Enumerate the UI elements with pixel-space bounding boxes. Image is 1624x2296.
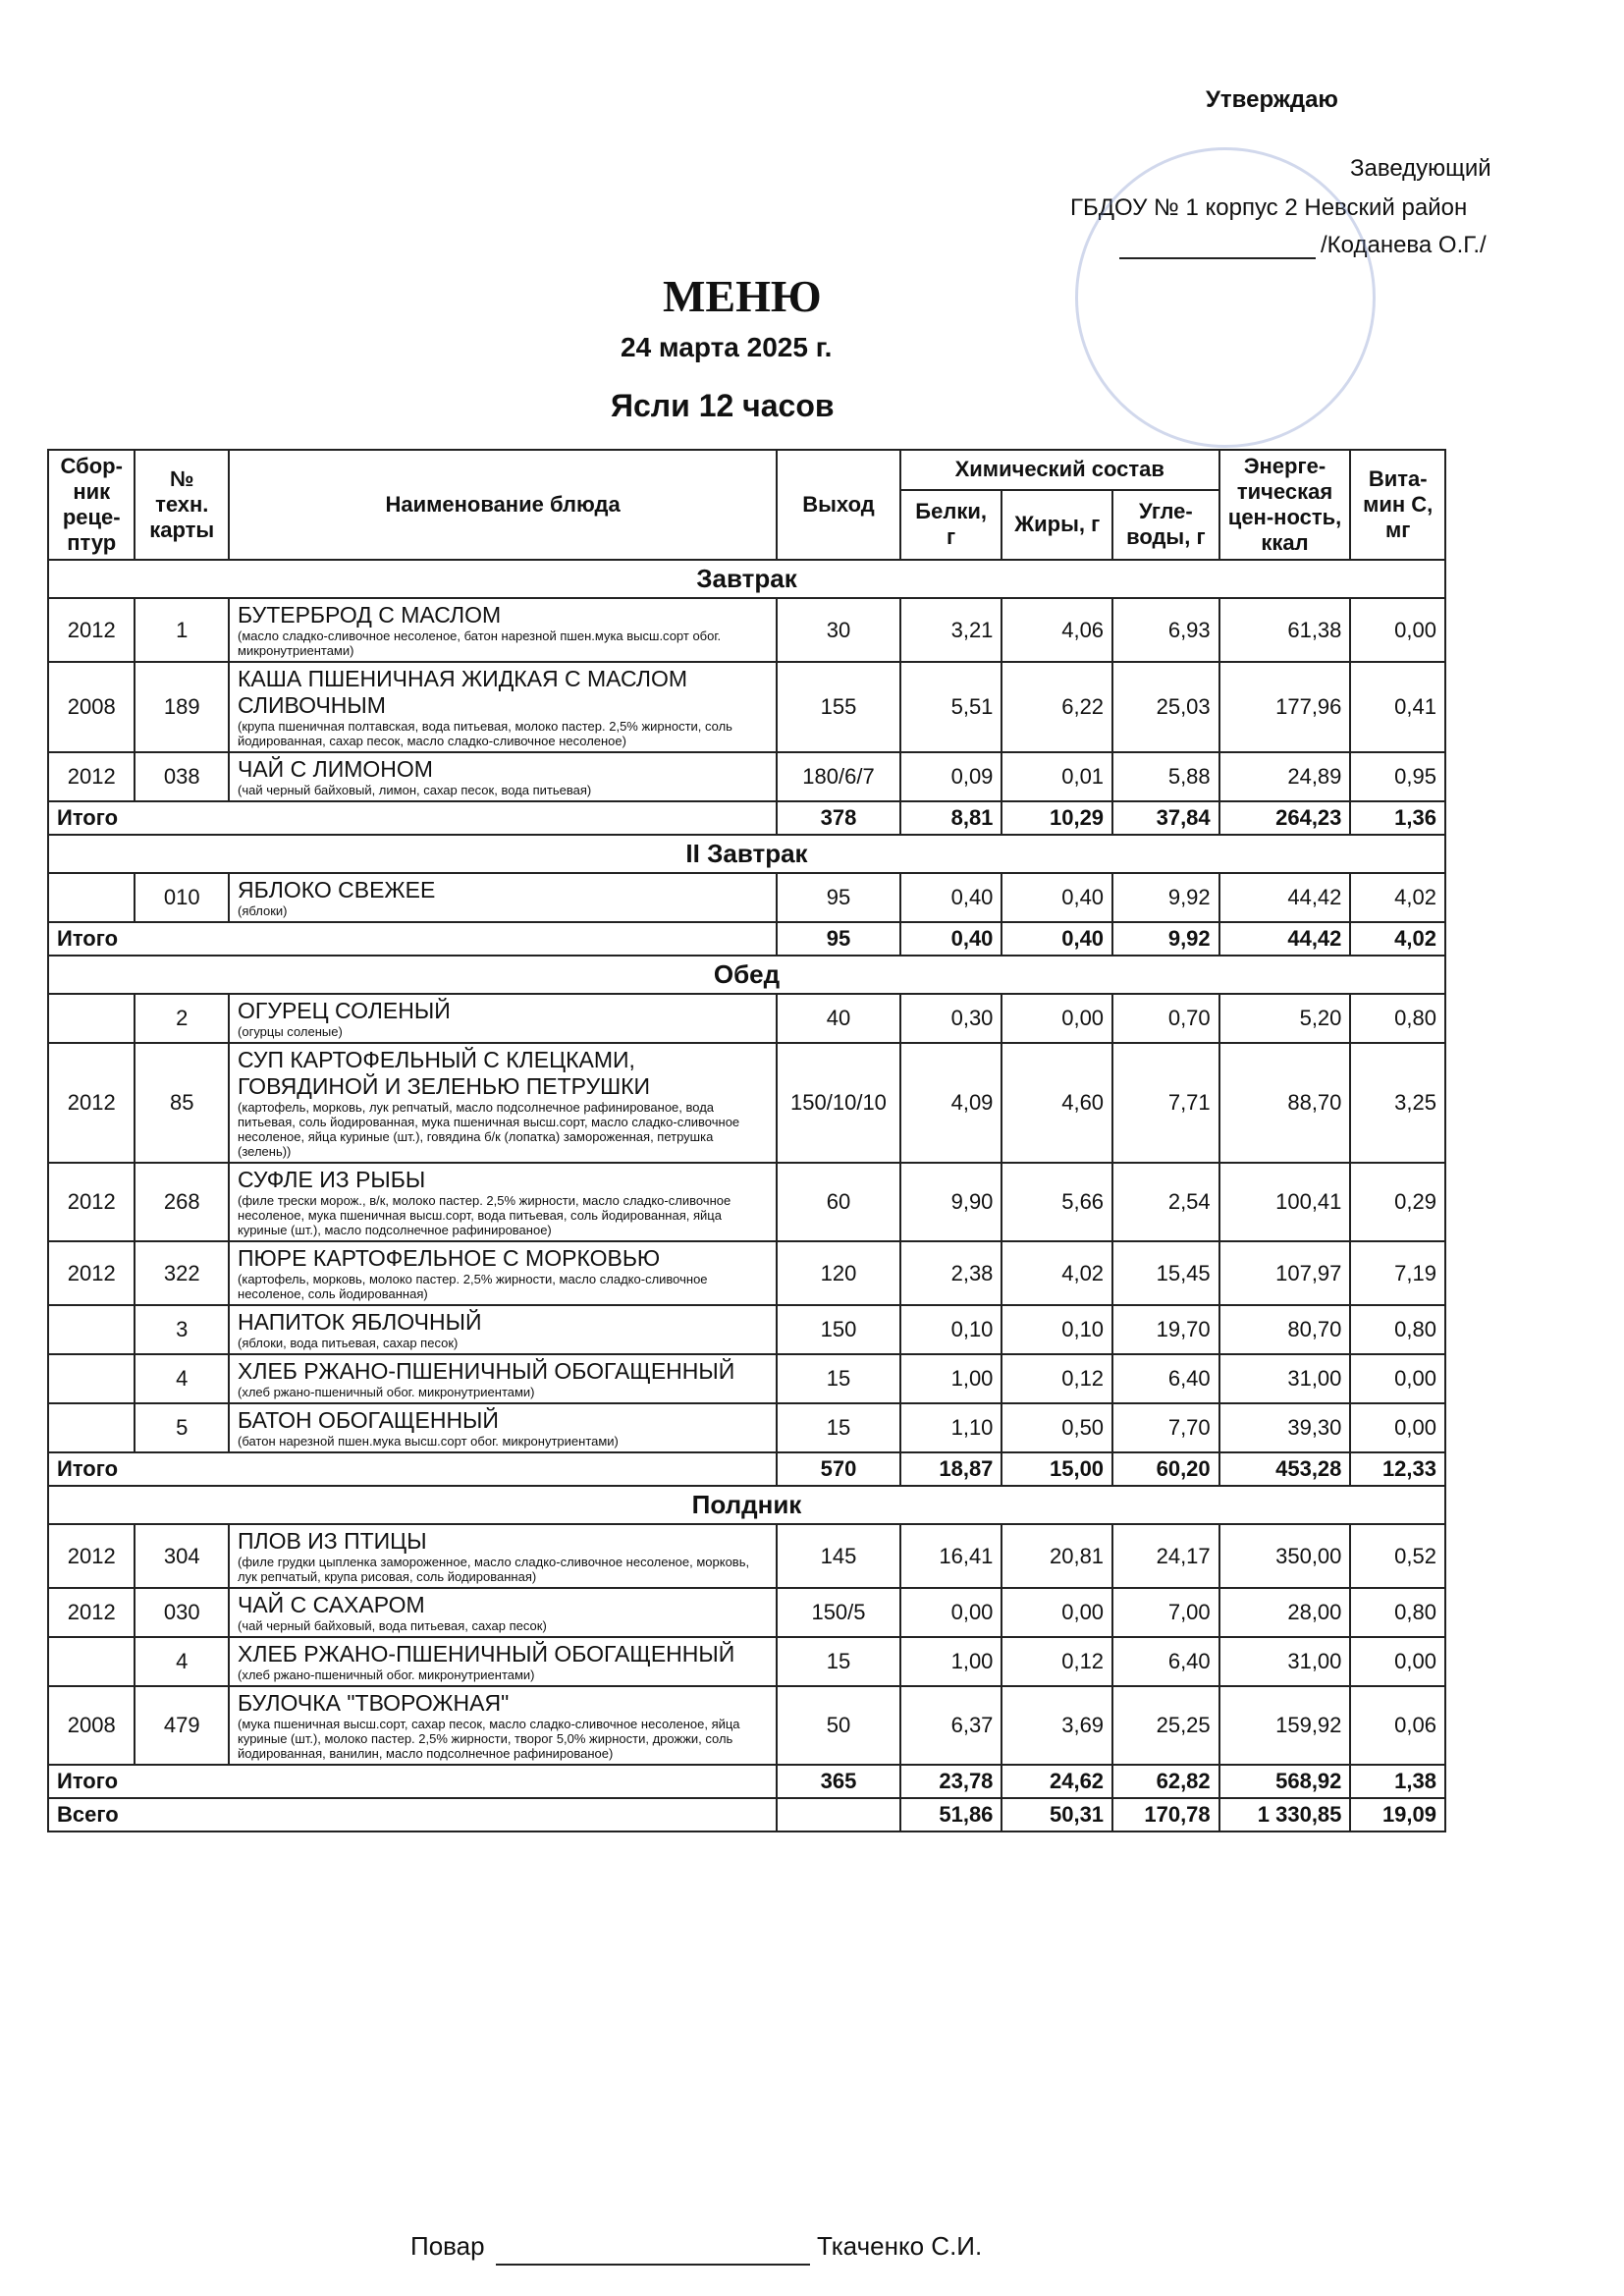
cell: Итого [48,801,777,835]
cell: 4,06 [1001,598,1112,662]
cook-name: Ткаченко С.И. [817,2231,983,2261]
cell: 2012 [48,598,135,662]
dish-name: ОГУРЕЦ СОЛЕНЫЙ [238,998,451,1023]
cell: 7,71 [1112,1043,1219,1163]
cell: 0,10 [1001,1305,1112,1354]
dish-cell [229,1403,777,1452]
cell: 6,40 [1112,1354,1219,1403]
cell: 570 [777,1452,900,1486]
cell: 0,40 [900,873,1002,922]
cell [48,1354,135,1403]
cell: 40 [777,994,900,1043]
cell: 1,36 [1350,801,1445,835]
dish-row [48,1524,1445,1588]
cell: 9,90 [900,1163,1002,1241]
cell: 3,21 [900,598,1002,662]
org: ГБДОУ № 1 корпус 2 Невский район [1070,194,1468,221]
dish-row [48,752,1445,801]
section-title: Обед [48,956,1445,994]
cell: 4,02 [1001,1241,1112,1305]
group: Ясли 12 часов [611,388,835,423]
dish-desc: (филе грудки цыпленка замороженное, масло сладко-сливочное несоленое, морковь, лук репчатый, крупа рисовая, соль йодированная) [238,1555,750,1584]
cell: 2008 [48,1686,135,1765]
cell: 15,00 [1001,1452,1112,1486]
dish-name: ХЛЕБ РЖАНО-ПШЕНИЧНЫЙ ОБОГАЩЕННЫЙ [238,1641,735,1667]
cell: 0,00 [1350,1637,1445,1686]
cell: 4,02 [1350,922,1445,956]
cell: 0,00 [1350,598,1445,662]
dish-cell [229,1241,777,1305]
cell: 0,10 [900,1305,1002,1354]
dish-row [48,662,1445,752]
dish-name: БУЛОЧКА "ТВОРОЖНАЯ" [238,1690,510,1716]
cell: 0,01 [1001,752,1112,801]
cell: 9,92 [1112,922,1219,956]
total-row [48,1452,1445,1486]
dish-cell [229,994,777,1043]
cell: 120 [777,1241,900,1305]
cell: 60 [777,1163,900,1241]
dish-name: КАША ПШЕНИЧНАЯ ЖИДКАЯ С МАСЛОМ СЛИВОЧНЫМ [238,666,688,718]
cell: 0,80 [1350,994,1445,1043]
dish-name: БАТОН ОБОГАЩЕННЫЙ [238,1407,499,1433]
cell: 16,41 [900,1524,1002,1588]
dish-desc: (яблоки, вода питьевая, сахар песок) [238,1336,459,1350]
cell: 9,92 [1112,873,1219,922]
dish-desc: (картофель, морковь, молоко пастер. 2,5% жирности, масло сладко-сливочное несоленое, соль йодированная) [238,1272,708,1301]
cell: 177,96 [1219,662,1351,752]
col-no: № техн. карты [135,450,229,560]
dish-cell [229,1588,777,1637]
cell: 2008 [48,662,135,752]
cell: 350,00 [1219,1524,1351,1588]
dish-row [48,1241,1445,1305]
cell: 010 [135,873,229,922]
dish-desc: (чай черный байховый, лимон, сахар песок, вода питьевая) [238,783,592,797]
cell: 10,29 [1001,801,1112,835]
cell: 51,86 [900,1798,1002,1831]
stamp [1075,147,1376,448]
cell: 6,22 [1001,662,1112,752]
cell: 378 [777,801,900,835]
dish-desc: (батон нарезной пшен.мука высш.сорт обог. микронутриентами) [238,1434,619,1449]
cell: 189 [135,662,229,752]
cell: Итого [48,1765,777,1798]
cook-line [496,2264,810,2266]
cell: 180/6/7 [777,752,900,801]
dish-row [48,1354,1445,1403]
cell: 7,19 [1350,1241,1445,1305]
dish-desc: (крупа пшеничная полтавская, вода питьевая, молоко пастер. 2,5% жирности, соль йодированная, сахар песок, масло сладко-сливочное несоленое) [238,719,732,748]
cell [48,994,135,1043]
cell: 268 [135,1163,229,1241]
cell: 479 [135,1686,229,1765]
cell: 15 [777,1403,900,1452]
cell: 0,00 [900,1588,1002,1637]
cell: 0,40 [1001,873,1112,922]
dish-name: ПЮРЕ КАРТОФЕЛЬНОЕ С МОРКОВЬЮ [238,1245,661,1271]
cell: 6,37 [900,1686,1002,1765]
cell: 2012 [48,752,135,801]
cell: Всего [48,1798,777,1831]
cell [48,873,135,922]
cell: 19,70 [1112,1305,1219,1354]
dish-row [48,1163,1445,1241]
dish-desc: (хлеб ржано-пшеничный обог. микронутриентами) [238,1667,535,1682]
cell: Итого [48,922,777,956]
cell: 7,00 [1112,1588,1219,1637]
cell: 107,97 [1219,1241,1351,1305]
col-name: Наименование блюда [229,450,777,560]
cell: 170,78 [1112,1798,1219,1831]
cell: 1 330,85 [1219,1798,1351,1831]
cell: 50 [777,1686,900,1765]
dish-name: ПЛОВ ИЗ ПТИЦЫ [238,1528,427,1554]
dish-desc: (филе трески морож., в/к, молоко пастер. 2,5% жирности, масло сладко-сливочное несоленое, мука пшеничная высш.сорт, вода питьевая, соль йодированная, яйца куриные (шт.), масло подсолнечное рафинированое) [238,1193,731,1237]
dish-name: СУФЛЕ ИЗ РЫБЫ [238,1167,426,1192]
dish-name: СУП КАРТОФЕЛЬНЫЙ С КЛЕЦКАМИ, ГОВЯДИНОЙ И ЗЕЛЕНЬЮ ПЕТРУШКИ [238,1047,651,1099]
cell: 20,81 [1001,1524,1112,1588]
cell: 25,03 [1112,662,1219,752]
total-row [48,801,1445,835]
col-e: Энерге-тическая цен-ность, ккал [1219,450,1351,560]
cell: 264,23 [1219,801,1351,835]
cell: 0,40 [1001,922,1112,956]
cell: Итого [48,1452,777,1486]
cell: 1,00 [900,1637,1002,1686]
cell: 25,25 [1112,1686,1219,1765]
cell [777,1798,900,1831]
cell: 1 [135,598,229,662]
approve: Утверждаю [1206,86,1338,113]
dish-cell [229,662,777,752]
cell: 150/10/10 [777,1043,900,1163]
cell: 0,80 [1350,1588,1445,1637]
cell: 0,12 [1001,1637,1112,1686]
cell: 23,78 [900,1765,1002,1798]
cell: 2012 [48,1588,135,1637]
cell: 100,41 [1219,1163,1351,1241]
col-chem: Химический состав [900,450,1219,490]
cell: 6,93 [1112,598,1219,662]
col-f: Жиры, г [1001,490,1112,561]
cell: 4,09 [900,1043,1002,1163]
cell: 8,81 [900,801,1002,835]
col-out: Выход [777,450,900,560]
cell: 44,42 [1219,922,1351,956]
section-row [48,1486,1445,1524]
cell: 5,20 [1219,994,1351,1043]
cell: 2012 [48,1241,135,1305]
section-title: Полдник [48,1486,1445,1524]
dish-row [48,1588,1445,1637]
dish-desc: (яблоки) [238,903,288,918]
cell: 2 [135,994,229,1043]
cell: 12,33 [1350,1452,1445,1486]
cell: 0,95 [1350,752,1445,801]
cell: 95 [777,922,900,956]
cell: 5,66 [1001,1163,1112,1241]
cell: 365 [777,1765,900,1798]
dish-cell [229,1637,777,1686]
cell: 2012 [48,1163,135,1241]
cell: 0,41 [1350,662,1445,752]
dish-cell [229,752,777,801]
cell: 2,38 [900,1241,1002,1305]
dish-row [48,1305,1445,1354]
cell: 24,62 [1001,1765,1112,1798]
dish-row [48,598,1445,662]
cell: 62,82 [1112,1765,1219,1798]
col-sb: Сбор-ник реце-птур [48,450,135,560]
cell: 0,06 [1350,1686,1445,1765]
dish-row [48,1686,1445,1765]
cell: 3,69 [1001,1686,1112,1765]
cell: 5 [135,1403,229,1452]
cell: 0,40 [900,922,1002,956]
cell: 2012 [48,1524,135,1588]
dish-row [48,1043,1445,1163]
cell: 030 [135,1588,229,1637]
cell: 31,00 [1219,1354,1351,1403]
cell: 568,92 [1219,1765,1351,1798]
cell: 1,38 [1350,1765,1445,1798]
cell [48,1305,135,1354]
cell: 0,00 [1001,994,1112,1043]
cell: 2,54 [1112,1163,1219,1241]
cell: 39,30 [1219,1403,1351,1452]
cell: 150 [777,1305,900,1354]
dish-row [48,994,1445,1043]
cell: 453,28 [1219,1452,1351,1486]
cell: 61,38 [1219,598,1351,662]
cell: 24,17 [1112,1524,1219,1588]
dish-desc: (хлеб ржано-пшеничный обог. микронутриентами) [238,1385,535,1399]
cook-label: Повар [410,2231,485,2261]
total-row [48,1765,1445,1798]
cell: 0,80 [1350,1305,1445,1354]
cell: 7,70 [1112,1403,1219,1452]
cell: 30 [777,598,900,662]
dish-name: ЧАЙ С САХАРОМ [238,1592,425,1617]
cell: 2012 [48,1043,135,1163]
cell: 322 [135,1241,229,1305]
dish-desc: (огурцы соленые) [238,1024,343,1039]
cell: 95 [777,873,900,922]
dish-cell [229,1686,777,1765]
cell: 15,45 [1112,1241,1219,1305]
cell: 18,87 [900,1452,1002,1486]
cell: 159,92 [1219,1686,1351,1765]
col-v: Вита-мин С, мг [1350,450,1445,560]
cell: 150/5 [777,1588,900,1637]
cell: 0,50 [1001,1403,1112,1452]
date: 24 марта 2025 г. [621,332,833,362]
cell: 6,40 [1112,1637,1219,1686]
cell [48,1403,135,1452]
cell: 0,00 [1001,1588,1112,1637]
cell: 0,00 [1350,1354,1445,1403]
dish-name: ЯБЛОКО СВЕЖЕЕ [238,877,436,902]
cell: 24,89 [1219,752,1351,801]
cell: 88,70 [1219,1043,1351,1163]
cell: 5,88 [1112,752,1219,801]
dish-name: БУТЕРБРОД С МАСЛОМ [238,602,502,628]
cell: 5,51 [900,662,1002,752]
cell: 50,31 [1001,1798,1112,1831]
cell: 19,09 [1350,1798,1445,1831]
cell: 0,12 [1001,1354,1112,1403]
cell: 1,10 [900,1403,1002,1452]
dish-desc: (масло сладко-сливочное несоленое, батон нарезной пшен.мука высш.сорт обог. микронутриентами) [238,629,722,658]
cell: 4,02 [1350,873,1445,922]
cell: 37,84 [1112,801,1219,835]
cell: 15 [777,1354,900,1403]
cell: 145 [777,1524,900,1588]
page-title: МЕНЮ [663,271,822,321]
dish-row [48,1637,1445,1686]
cell: 15 [777,1637,900,1686]
cell: 0,09 [900,752,1002,801]
col-p: Белки, г [900,490,1002,561]
dish-row [48,873,1445,922]
cell: 44,42 [1219,873,1351,922]
dish-cell [229,1305,777,1354]
cell: 4 [135,1637,229,1686]
dish-cell [229,873,777,922]
cell: 038 [135,752,229,801]
cell: 60,20 [1112,1452,1219,1486]
dish-desc: (мука пшеничная высш.сорт, сахар песок, масло сладко-сливочное несоленое, яйца куриные (шт.), молоко пастер. 2,5% жирности, творог 5,0% жирности, дрожжи, соль йодированная, ванилин, масло подсолнечное рафинированое) [238,1717,740,1761]
section-row [48,835,1445,873]
cell: 80,70 [1219,1305,1351,1354]
cell: 304 [135,1524,229,1588]
total-row [48,922,1445,956]
cell: 0,30 [900,994,1002,1043]
dish-row [48,1403,1445,1452]
cell: 155 [777,662,900,752]
dish-cell [229,1163,777,1241]
cell: 4 [135,1354,229,1403]
cell: 0,29 [1350,1163,1445,1241]
cell: 28,00 [1219,1588,1351,1637]
dish-name: ХЛЕБ РЖАНО-ПШЕНИЧНЫЙ ОБОГАЩЕННЫЙ [238,1358,735,1384]
cell: 3 [135,1305,229,1354]
dish-name: ЧАЙ С ЛИМОНОМ [238,756,433,782]
section-title: Завтрак [48,560,1445,598]
cell: 1,00 [900,1354,1002,1403]
dish-cell [229,598,777,662]
dish-cell [229,1354,777,1403]
cell: 0,52 [1350,1524,1445,1588]
dish-desc: (чай черный байховый, вода питьевая, сахар песок) [238,1618,547,1633]
grand-total-row [48,1798,1445,1831]
cell: 0,70 [1112,994,1219,1043]
sign-name: /Коданева О.Г./ [1321,232,1487,258]
cell: 4,60 [1001,1043,1112,1163]
dish-cell [229,1043,777,1163]
cell: 85 [135,1043,229,1163]
cell: 3,25 [1350,1043,1445,1163]
section-title: II Завтрак [48,835,1445,873]
col-c: Угле-воды, г [1112,490,1219,561]
cell: 31,00 [1219,1637,1351,1686]
cell [48,1637,135,1686]
dish-name: НАПИТОК ЯБЛОЧНЫЙ [238,1309,482,1335]
section-row [48,560,1445,598]
dish-desc: (картофель, морковь, лук репчатый, масло подсолнечное рафинированое, вода питьевая, соль йодированная, мука пшеничная высш.сорт, масло сладко-сливочное несоленое, яйца куриные (шт.), говядина б/к (лопатка) замороженная, петрушка (зелень)) [238,1100,740,1159]
section-row [48,956,1445,994]
head: Заведующий [1350,155,1491,182]
menu-table [47,449,1446,1832]
dish-cell [229,1524,777,1588]
cell: 0,00 [1350,1403,1445,1452]
